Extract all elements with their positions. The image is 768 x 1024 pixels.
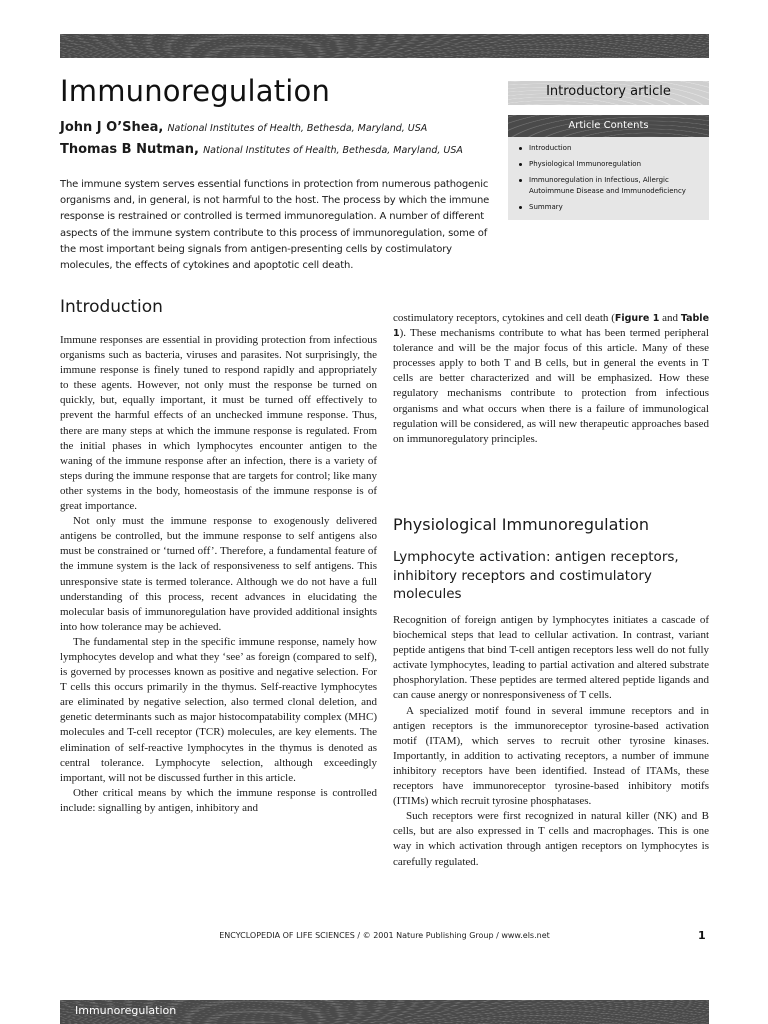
- contents-item[interactable]: Introduction: [518, 143, 703, 154]
- author-2: [60, 142, 463, 157]
- page-number: 1: [698, 929, 706, 942]
- running-title: Immunoregulation: [75, 1004, 177, 1017]
- footer-copyright: ENCYCLOPEDIA OF LIFE SCIENCES / © 2001 Nature Publishing Group / www.els.net: [219, 931, 550, 940]
- section-heading-introduction: Introduction: [60, 297, 163, 317]
- subsection-heading-lymphocyte-activation: Lymphocyte activation: antigen receptors, inhibitory receptors and costimulatory molecules: [393, 549, 679, 602]
- introduction-column: [60, 333, 377, 816]
- paragraph: [393, 311, 709, 447]
- author-1: [60, 120, 427, 135]
- paragraph: The fundamental step in the specific immune response, namely how lymphocytes develop and what they ‘see’ as foreign (compared to self), is governed by processes known as positive and negative selection. For T cells this occurs primarily in the thymus. Self-reactive lymphocytes are eliminated by negative selection, also termed clonal deletion, and genetic determinants such as major histocompatability complex (MHC) molecules and T-cell receptor (TCR) molecules, are key elements. The elimination of self-reactive lymphocytes in the thymus is denoted as central tolerance. Lymphocyte selection, although exceedingly important, will not be discussed further in this article.: [60, 635, 377, 784]
- contents-item[interactable]: Immunoregulation in Infectious, Allergic Autoimmune Disease and Immunodeficiency: [518, 175, 703, 197]
- text-run: and: [659, 312, 681, 324]
- contents-item[interactable]: Summary: [518, 202, 703, 213]
- figure-reference[interactable]: Figure 1: [614, 313, 660, 324]
- physiological-column: [393, 613, 709, 870]
- author-name: John J O’Shea,: [60, 120, 164, 135]
- table-reference[interactable]: Table 1: [393, 313, 710, 340]
- header-decorative-band: [60, 34, 709, 58]
- author-affiliation: National Institutes of Health, Bethesda, Maryland, USA: [167, 123, 428, 134]
- contents-heading: Article Contents: [508, 115, 709, 137]
- article-type-label: Introductory article: [508, 81, 709, 105]
- paragraph: A specialized motif found in several immune receptors and in antigen receptors is the immunoreceptor tyrosine-based activation motif (ITAM), which serves to recruit other tyrosine kinases. Importantly, in addition to activating receptors, a number of immune inhibitory receptors have been identified. Instead of ITAMs, these receptors have immunoreceptor tyrosine-based inhibitory motifs (ITIMs) which recruit tyrosine phosphatases.: [393, 704, 709, 808]
- text-run: ). These mechanisms contribute to what has been termed peripheral tolerance and will be the major focus of this article. Many of these processes apply to both T and B cells, but in general the events in T cells are better characterized and will be emphasized. How these regulatory mechanisms contribute to protection from infectious organisms and what occurs when there is a failure of immunological regulation will be considered, as will new therapeutic approaches based on immunoregulatory principles.: [393, 327, 709, 445]
- section-heading-physiological: Physiological Immunoregulation: [393, 515, 650, 534]
- article-title: Immunoregulation: [60, 74, 331, 108]
- author-name: Thomas B Nutman,: [60, 142, 199, 157]
- abstract: The immune system serves essential functions in protection from numerous pathogenic organisms and, in general, is not harmful to the host. The process by which the immune response is restrained or controlled is termed immunoregulation. A number of different aspects of the immune system contribute to this process of immunoregulation, some of the most important being signals from antigen-presenting cells by costimulatory molecules, the effects of cytokines and apoptotic cell death.: [60, 179, 490, 272]
- paragraph: Not only must the immune response to exogenously delivered antigens be controlled, but the immune response to self antigens also must be constrained or ‘turned off’. Therefore, a fundamental feature of the immune system is the lack of responsiveness to self antigens. This unresponsive state is termed tolerance. Although we do not have a full understanding of this process, recent advances in elucidating the molecular basis of immunoregulation have provided additional insights into how tolerance may be achieved.: [60, 515, 377, 633]
- paragraph: Other critical means by which the immune response is controlled include: signalling by antigen, inhibitory and: [60, 786, 377, 814]
- paragraph: Such receptors were first recognized in natural killer (NK) and B cells, but are also expressed in T cells and macrophages. This is one way in which activation through antigen receptors on lymphocytes is carefully regulated.: [393, 810, 709, 868]
- contents-list: [518, 143, 703, 213]
- text-run: costimulatory receptors, cytokines and cell death (: [393, 312, 615, 324]
- paragraph: Recognition of foreign antigen by lymphocytes initiates a cascade of biochemical steps that lead to cellular activation. In contrast, variant peptide antigens that bind T-cell antigen receptors less well do not fully activate lymphocytes, leading to partial activation and altered substrate phosphorylation. These peptides are termed altered peptide ligands and can cause anergy or nonresponsiveness of T cells.: [393, 614, 709, 702]
- contents-item[interactable]: Physiological Immunoregulation: [518, 159, 703, 170]
- contents-box: [508, 137, 709, 220]
- author-affiliation: National Institutes of Health, Bethesda, Maryland, USA: [203, 145, 463, 156]
- introduction-continued: [393, 311, 709, 447]
- paragraph: Immune responses are essential in providing protection from infectious organisms such as bacteria, viruses and parasites. Not surprisingly, the immune response is finely tuned to respond rapidly and appropriately to these agents. However, not only must the response be turned on quickly, but, equally important, it must be turned off effectively to prevent the harmful effects of an unchecked immune response. Thus, there are many steps at which the immune response is regulated. From the initial phases in which lymphocytes encounter antigen to the waning of the immune response after an infection, there is a variety of steps during the immune response that are targets for control; like many other systems in the body, homeostasis of the immune response is of great importance.: [60, 334, 377, 513]
- footer-decorative-band: [60, 1000, 709, 1024]
